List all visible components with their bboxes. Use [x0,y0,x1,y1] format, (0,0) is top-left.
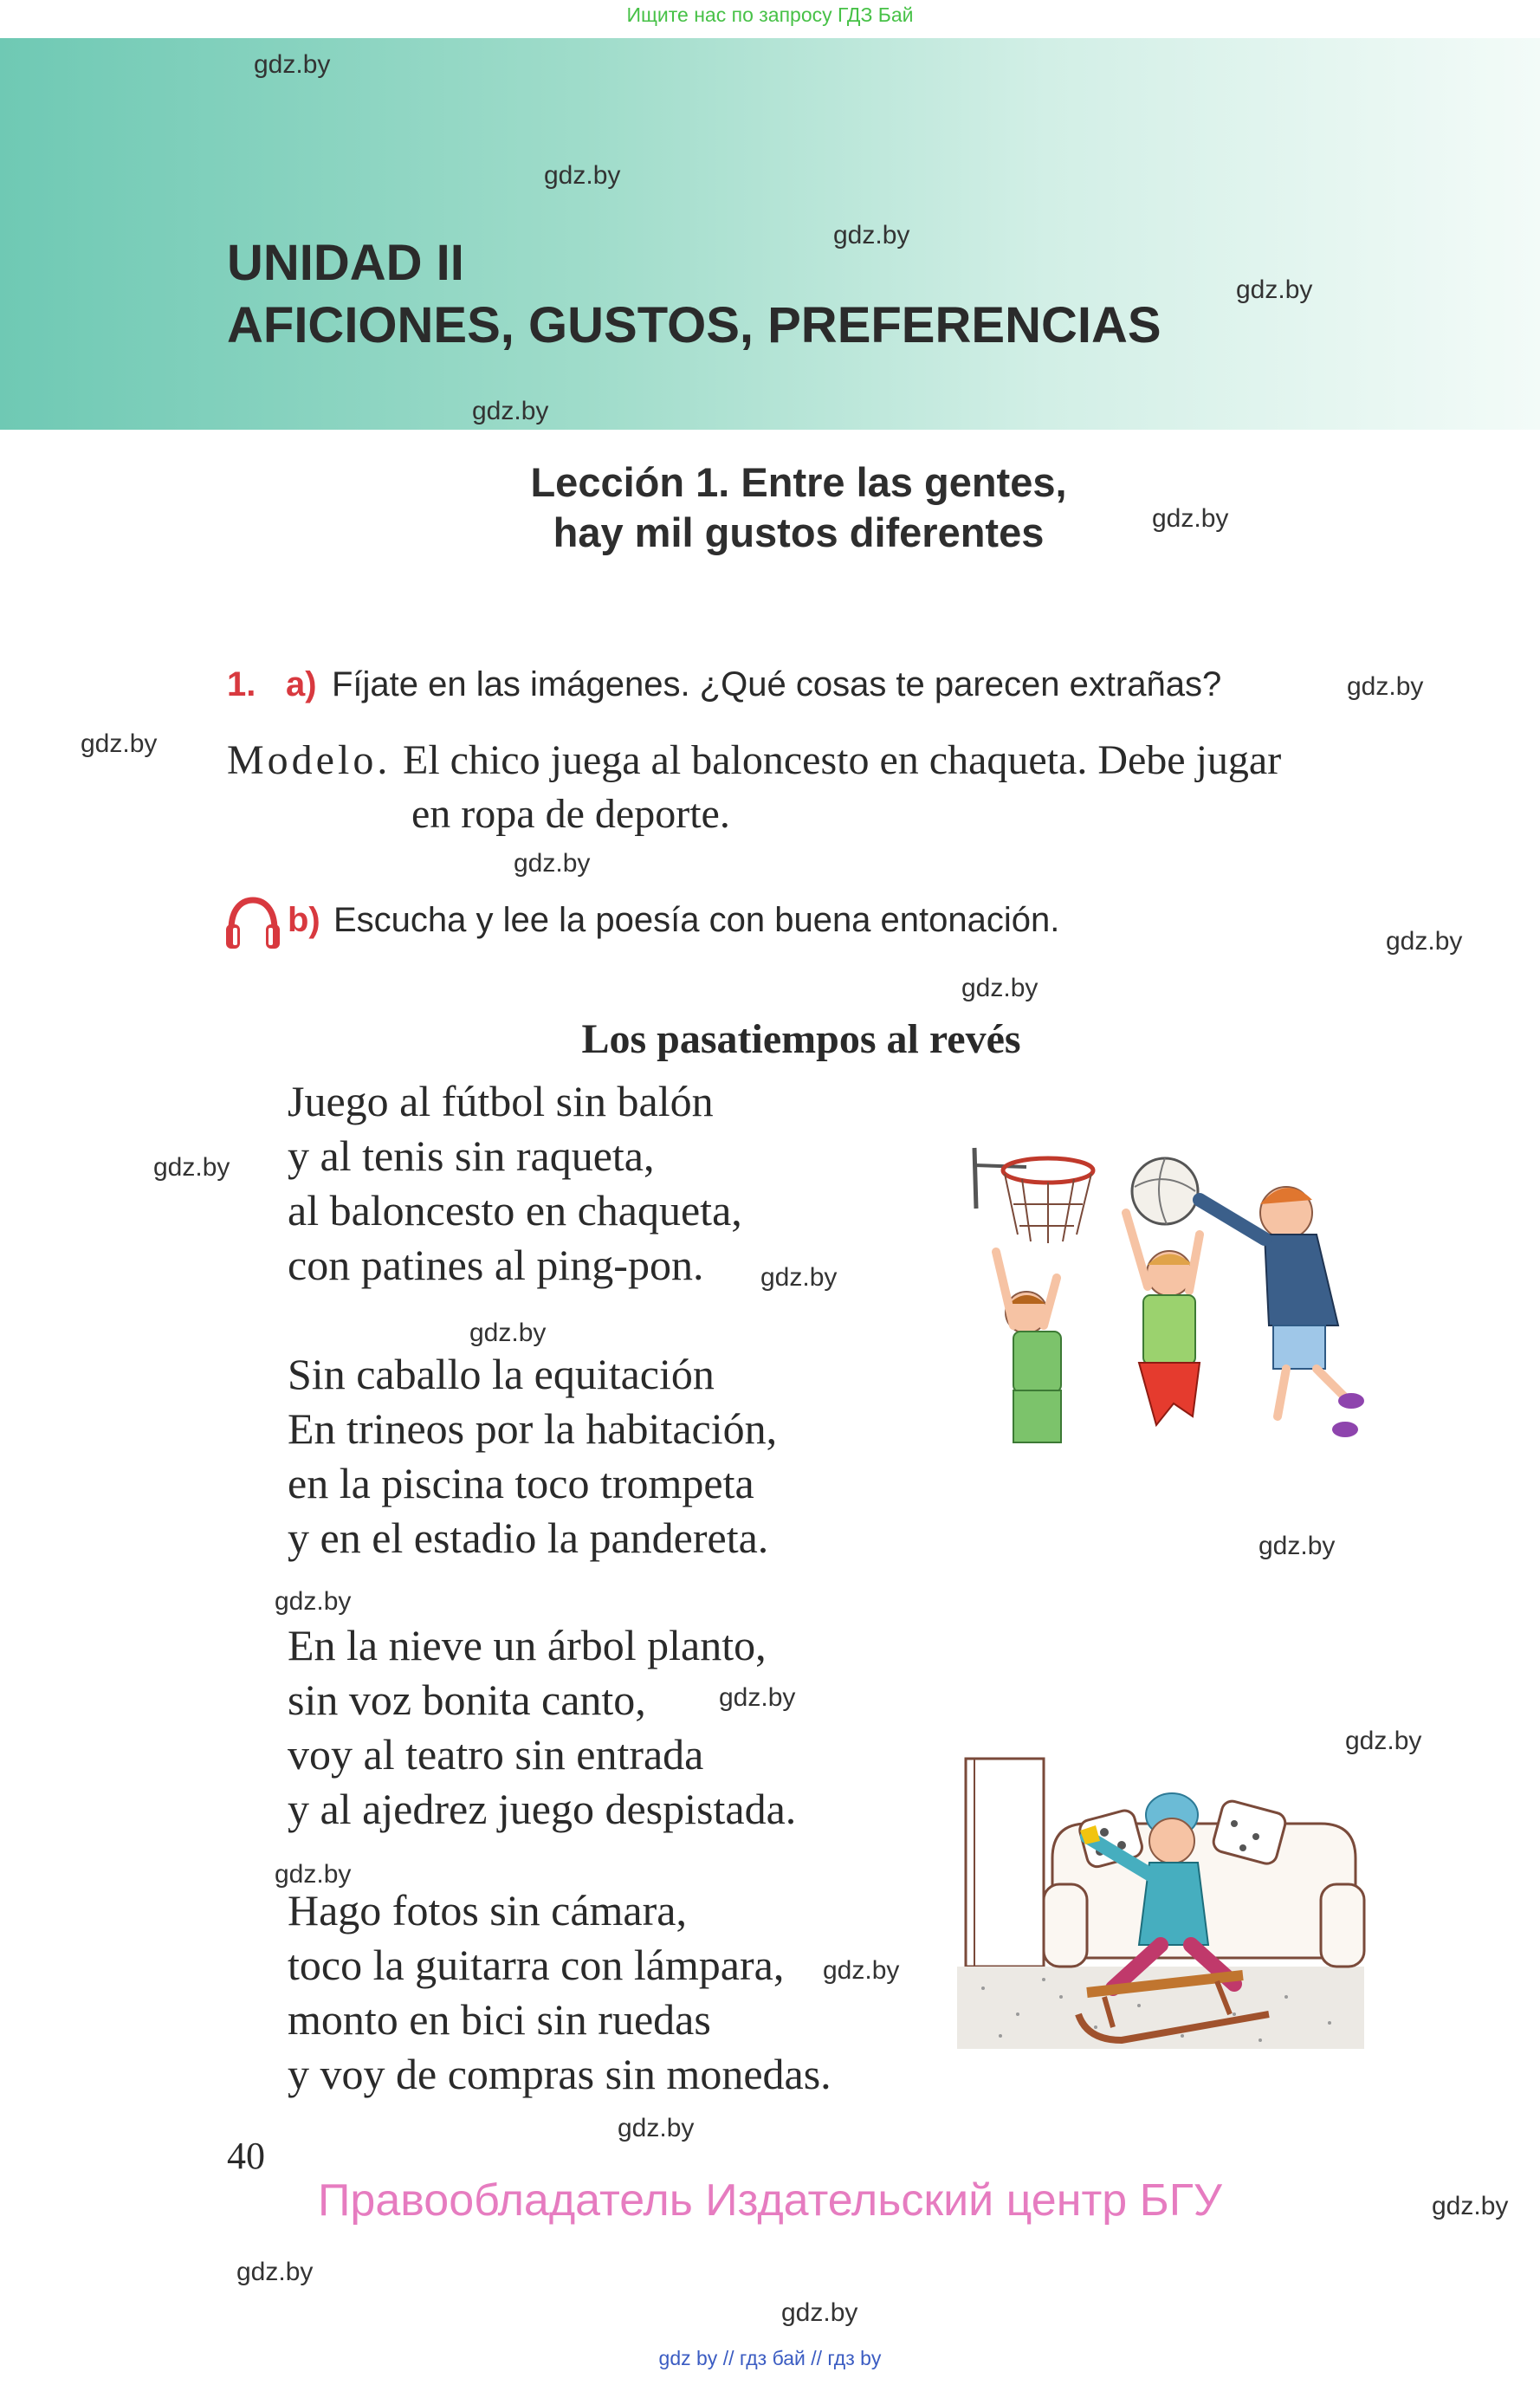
watermark: gdz.by [472,397,549,425]
watermark: gdz.by [719,1683,796,1712]
modelo-text-line1: El chico juega al baloncesto en chaqueta. Debe jugar [403,737,1282,783]
watermark: gdz.by [1432,2192,1509,2220]
poem-line: En trineos por la habitación, [288,1404,778,1453]
watermark: gdz.by [254,50,331,79]
watermark: gdz.by [514,849,591,878]
poem-stanza-2 [288,1347,777,1565]
watermark: gdz.by [1345,1727,1422,1755]
watermark: gdz.by [1236,275,1313,304]
poem-line: Sin caballo la equitación [288,1350,715,1398]
lesson-title [364,457,1233,558]
unit-title [227,232,1161,357]
exercise-a-text: Fíjate en las imágenes. ¿Qué cosas te parecen extrañas? [332,665,1222,703]
exercise-a-label: a) [286,665,317,703]
lesson-title-line2: hay mil gustos diferentes [553,509,1045,555]
top-notice: Ищите нас по запросу ГДЗ Бай [626,3,914,26]
poem-title: Los pasatiempos al revés [581,1016,1021,1062]
watermark: gdz.by [781,2298,858,2327]
watermark: gdz.by [833,221,910,250]
watermark: gdz.by [275,1587,352,1616]
unit-name: AFICIONES, GUSTOS, PREFERENCIAS [227,297,1161,353]
watermark: gdz.by [275,1860,352,1889]
bottom-links[interactable]: gdz by // гдз бай // гдз by [658,2347,882,2369]
watermark: gdz.by [1386,927,1463,956]
exercise-b-text: Escucha y lee la poesía con buena entonación. [333,901,1060,939]
exercise-b-label: b) [288,901,320,939]
watermark: gdz.by [961,974,1039,1002]
watermark: gdz.by [823,1956,900,1985]
poem-line: monto en bici sin ruedas [288,1995,711,2044]
poem-line: voy al teatro sin entrada [288,1730,704,1779]
page-number: 40 [227,2135,265,2177]
watermark: gdz.by [469,1319,547,1347]
sled-girl-illustration [957,1754,1373,2053]
watermark: gdz.by [618,2114,695,2142]
rights-holder-text: Правообладатель Издательский центр БГУ [318,2175,1222,2226]
modelo-label: Modelo. [227,737,391,783]
watermark: gdz.by [1152,504,1229,533]
poem-line: En la nieve un árbol planto, [288,1621,767,1669]
poem-line: y al ajedrez juego despistada. [288,1785,797,1833]
exercise-number: 1. [227,665,256,703]
poem-line: en la piscina toco trompeta [288,1459,754,1507]
lesson-title-line1: Lección 1. Entre las gentes, [530,459,1067,505]
poem-line: toco la guitarra con lámpara, [288,1941,785,1989]
watermark: gdz.by [153,1153,230,1182]
poem-stanza-3 [288,1618,796,1837]
basketball-kids-illustration [966,1139,1364,1464]
poem-line: y en el estadio la pandereta. [288,1513,769,1562]
headphones-icon[interactable] [224,897,281,950]
watermark: gdz.by [1347,672,1424,701]
poem-line: y al tenis sin raqueta, [288,1131,655,1180]
poem-line: Hago fotos sin cámara, [288,1886,687,1935]
poem-line: al baloncesto en chaqueta, [288,1186,742,1235]
watermark: gdz.by [1259,1532,1336,1560]
poem-stanza-4 [288,1883,831,2102]
poem-line: con patines al ping-pon. [288,1241,704,1289]
poem-line: sin voz bonita canto, [288,1675,646,1724]
unit-number: UNIDAD II [227,235,464,291]
poem-stanza-1 [288,1074,742,1293]
watermark: gdz.by [236,2258,314,2286]
watermark: gdz.by [544,161,621,190]
modelo-text-line2: en ropa de deporte. [411,791,730,837]
poem-line: Juego al fútbol sin balón [288,1077,714,1125]
watermark: gdz.by [81,729,158,758]
watermark: gdz.by [760,1263,838,1292]
poem-line: y voy de compras sin monedas. [288,2050,831,2098]
